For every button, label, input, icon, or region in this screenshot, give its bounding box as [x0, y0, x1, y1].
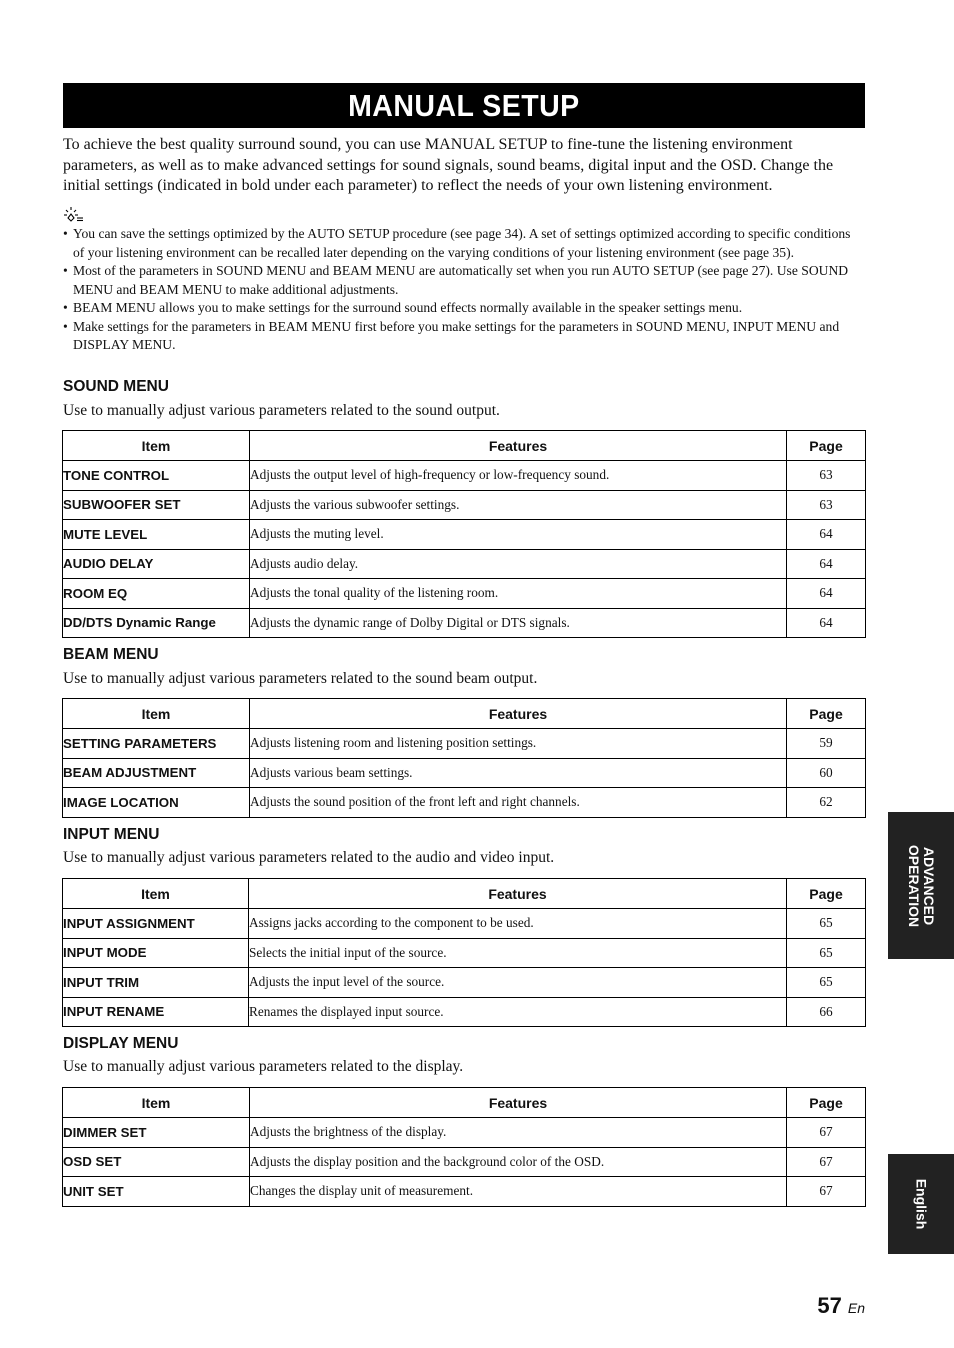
features-cell: Adjusts the dynamic range of Dolby Digital or DTS signals. — [250, 608, 787, 638]
table-row — [63, 997, 866, 1027]
page-cell: 67 — [787, 1177, 866, 1207]
notes-list — [63, 225, 865, 355]
table-row — [63, 461, 866, 491]
note-item: • Most of the parameters in SOUND MENU and BEAM MENU are automatically set when you run AUTO SETUP (see page 27). Use SOUND MENU and BEAM MENU to make additional adjustments. — [63, 262, 865, 299]
item-cell: BEAM ADJUSTMENT — [63, 758, 250, 788]
col-header-item: Item — [63, 879, 249, 909]
table-row — [63, 938, 866, 968]
section-heading-beam-menu: BEAM MENU — [63, 646, 159, 663]
display-menu-table — [62, 1087, 866, 1207]
col-header-features: Features — [250, 1088, 787, 1118]
features-cell: Adjusts the display position and the background color of the OSD. — [250, 1147, 787, 1177]
col-header-features: Features — [250, 431, 787, 461]
beam-menu-table — [62, 698, 866, 818]
intro-paragraph: To achieve the best quality surround sound, you can use MANUAL SETUP to fine-tune the listening environment parameters, as well as to make advanced settings for sound signals, sound beams, digital input and the OSD. Change the initial settings (indicated in bold under each parameter) to reflect the needs of your own listening environment. — [63, 136, 834, 194]
section-desc-sound-menu: Use to manually adjust various parameters related to the sound output. — [63, 402, 500, 419]
features-cell: Adjusts the sound position of the front left and right channels. — [250, 788, 787, 818]
features-cell: Adjusts listening room and listening position settings. — [250, 729, 787, 759]
input-menu-table — [62, 878, 866, 1027]
side-tab-language-label: English — [913, 1178, 930, 1230]
page-cell: 66 — [787, 997, 866, 1027]
page-cell: 65 — [787, 938, 866, 968]
features-cell: Adjusts the brightness of the display. — [250, 1118, 787, 1148]
col-header-item: Item — [63, 431, 250, 461]
features-cell: Adjusts the various subwoofer settings. — [250, 490, 787, 520]
table-row — [63, 788, 866, 818]
col-header-page: Page — [787, 1088, 866, 1118]
features-cell: Adjusts the muting level. — [250, 520, 787, 550]
page-title: MANUAL SETUP — [348, 88, 580, 123]
note-item: • You can save the settings optimized by the AUTO SETUP procedure (see page 34). A set of settings optimized according to specific conditions of your listening environment can be recalled later depending on the varying conditions of your listening environment (see page 35). — [63, 225, 865, 262]
sound-menu-table — [62, 430, 866, 638]
table-row — [63, 1118, 866, 1148]
col-header-features: Features — [250, 699, 787, 729]
features-cell: Assigns jacks according to the component to be used. — [249, 909, 787, 939]
item-cell: INPUT RENAME — [63, 997, 249, 1027]
table-header-row — [63, 879, 866, 909]
side-tab-line-1: ADVANCED — [921, 846, 937, 925]
page-cell: 62 — [787, 788, 866, 818]
table-row — [63, 549, 866, 579]
item-cell: INPUT MODE — [63, 938, 249, 968]
item-cell: UNIT SET — [63, 1177, 250, 1207]
section-heading-display-menu: DISPLAY MENU — [63, 1035, 179, 1052]
features-cell: Renames the displayed input source. — [249, 997, 787, 1027]
features-cell: Adjusts the tonal quality of the listening room. — [250, 579, 787, 609]
item-cell: TONE CONTROL — [63, 461, 250, 491]
page-title-bar — [63, 83, 865, 128]
item-cell: ROOM EQ — [63, 579, 250, 609]
side-tab-advanced-label — [906, 844, 936, 926]
table-header-row — [63, 699, 866, 729]
features-cell: Selects the initial input of the source. — [249, 938, 787, 968]
side-tab-line-2: OPERATION — [906, 844, 922, 927]
page-cell: 65 — [787, 968, 866, 998]
page-cell: 60 — [787, 758, 866, 788]
page-cell: 64 — [787, 579, 866, 609]
item-cell: SUBWOOFER SET — [63, 490, 250, 520]
section-heading-sound-menu: SOUND MENU — [63, 378, 169, 395]
side-tab-advanced-operation — [888, 812, 954, 959]
item-cell: AUDIO DELAY — [63, 549, 250, 579]
page-cell: 63 — [787, 461, 866, 491]
table-row — [63, 1177, 866, 1207]
lightbulb-tip-icon — [63, 206, 85, 222]
table-row — [63, 909, 866, 939]
section-desc-input-menu: Use to manually adjust various parameters related to the audio and video input. — [63, 849, 555, 866]
page-cell: 65 — [787, 909, 866, 939]
table-row — [63, 579, 866, 609]
page-number — [817, 1293, 865, 1319]
page-cell: 59 — [787, 729, 866, 759]
page-cell: 64 — [787, 549, 866, 579]
features-cell: Adjusts audio delay. — [250, 549, 787, 579]
table-row — [63, 490, 866, 520]
item-cell: IMAGE LOCATION — [63, 788, 250, 818]
col-header-page: Page — [787, 431, 866, 461]
item-cell: MUTE LEVEL — [63, 520, 250, 550]
table-header-row — [63, 1088, 866, 1118]
table-row — [63, 968, 866, 998]
item-cell: INPUT ASSIGNMENT — [63, 909, 249, 939]
page-cell: 67 — [787, 1118, 866, 1148]
table-row — [63, 729, 866, 759]
features-cell: Adjusts the output level of high-frequency or low-frequency sound. — [250, 461, 787, 491]
section-desc-display-menu: Use to manually adjust various parameters related to the display. — [63, 1058, 464, 1075]
table-row — [63, 1147, 866, 1177]
col-header-page: Page — [787, 879, 866, 909]
col-header-features: Features — [249, 879, 787, 909]
col-header-item: Item — [63, 699, 250, 729]
table-header-row — [63, 431, 866, 461]
features-cell: Adjusts the input level of the source. — [249, 968, 787, 998]
note-item: • Make settings for the parameters in BEAM MENU first before you make settings for the parameters in SOUND MENU, INPUT MENU and DISPLAY MENU. — [63, 318, 865, 355]
section-heading-input-menu: INPUT MENU — [63, 826, 160, 843]
page-cell: 64 — [787, 520, 866, 550]
page-language-code: En — [847, 1300, 865, 1316]
col-header-page: Page — [787, 699, 866, 729]
item-cell: DIMMER SET — [63, 1118, 250, 1148]
page-cell: 63 — [787, 490, 866, 520]
table-row — [63, 520, 866, 550]
features-cell: Adjusts various beam settings. — [250, 758, 787, 788]
page-number-value: 57 — [817, 1293, 842, 1318]
page-cell: 67 — [787, 1147, 866, 1177]
table-row — [63, 608, 866, 638]
features-cell: Changes the display unit of measurement. — [250, 1177, 787, 1207]
side-tab-language — [888, 1154, 954, 1254]
section-desc-beam-menu: Use to manually adjust various parameters related to the sound beam output. — [63, 670, 538, 687]
col-header-item: Item — [63, 1088, 250, 1118]
item-cell: OSD SET — [63, 1147, 250, 1177]
item-cell: DD/DTS Dynamic Range — [63, 608, 250, 638]
item-cell: SETTING PARAMETERS — [63, 729, 250, 759]
table-row — [63, 758, 866, 788]
page-cell: 64 — [787, 608, 866, 638]
note-item: • BEAM MENU allows you to make settings for the surround sound effects normally available in the speaker settings menu. — [63, 299, 865, 318]
item-cell: INPUT TRIM — [63, 968, 249, 998]
